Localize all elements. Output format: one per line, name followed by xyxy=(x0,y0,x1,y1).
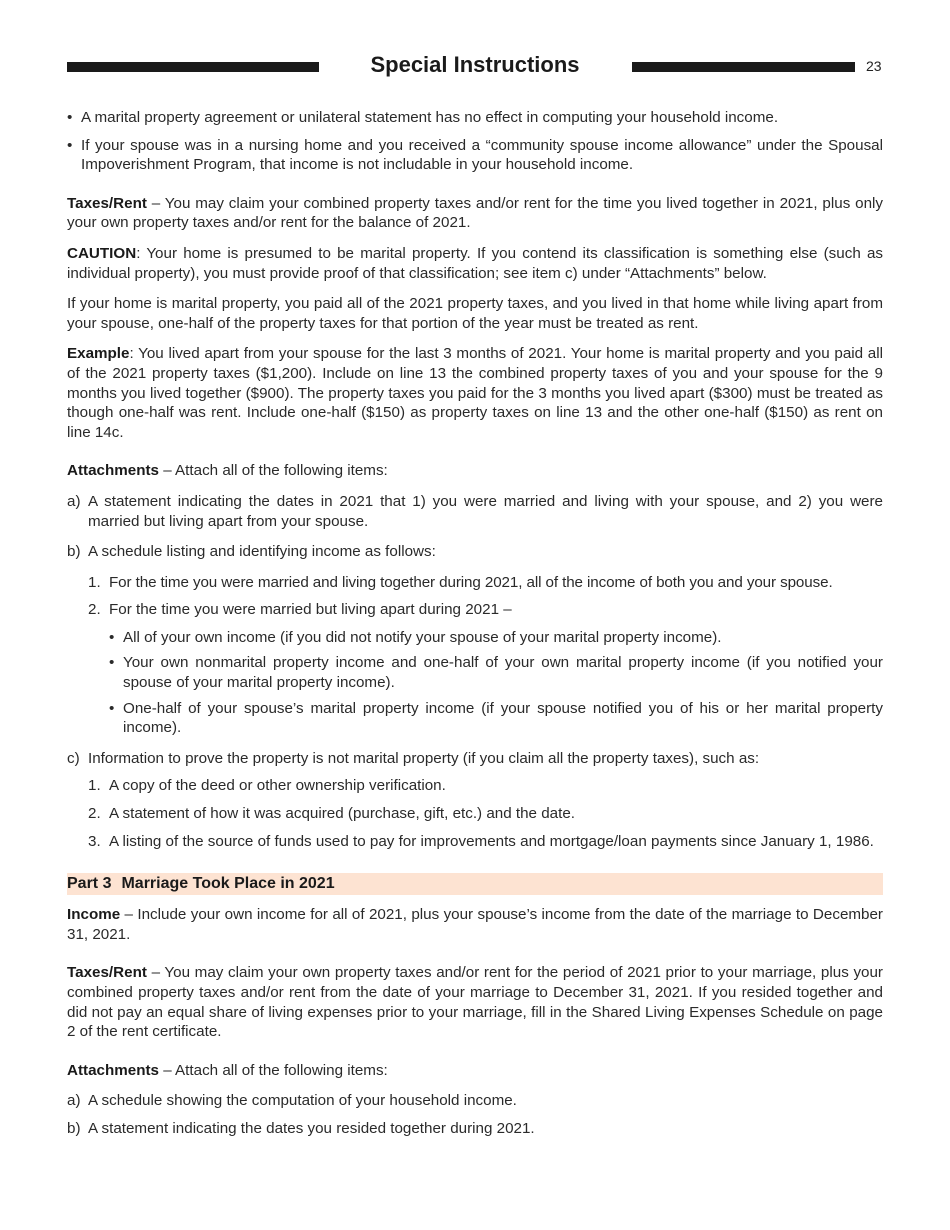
bullet-text: If your spouse was in a nursing home and you received a “community spouse income allowance” under the Spousal Impoverishment Program, that income is not includable in your household income. xyxy=(81,136,883,174)
list-item xyxy=(67,542,883,562)
taxes-rent-label: Taxes/Rent xyxy=(67,964,147,982)
marital-home-paragraph: If your home is marital property, you paid all of the 2021 property taxes, and you lived in that home while living apart from your spouse, one-half of the property taxes for that portion of the year must be treated as rent. xyxy=(67,295,883,332)
item-text: Information to prove the property is not marital property (if you claim all the property taxes), such as: xyxy=(88,749,760,767)
item-text: A listing of the source of funds used to pay for improvements and mortgage/loan payments since January 1, 1986. xyxy=(109,832,874,850)
list-item xyxy=(67,108,883,128)
list-item xyxy=(67,653,883,692)
list-item xyxy=(67,699,883,738)
item-marker: c) xyxy=(67,749,80,767)
list-item xyxy=(67,492,883,531)
bullet-glyph: • xyxy=(109,654,115,672)
income-label: Income xyxy=(67,906,121,924)
item-marker: 2. xyxy=(88,601,101,619)
item-text: A statement indicating the dates you resided together during 2021. xyxy=(88,1119,535,1137)
item-marker: a) xyxy=(67,1092,81,1110)
item-text: A schedule showing the computation of your household income. xyxy=(88,1092,517,1110)
item-text: A statement indicating the dates in 2021 that 1) you were married and living with your spouse, and 2) you were married but living apart from your spouse. xyxy=(88,492,883,530)
page-number: 23 xyxy=(866,58,882,74)
item-marker: b) xyxy=(67,1119,81,1137)
attachments-label: Attachments xyxy=(67,462,159,480)
bullet-glyph: • xyxy=(109,628,115,646)
list-item xyxy=(67,749,883,769)
example-label: Example xyxy=(67,345,130,363)
list-item xyxy=(67,1119,883,1139)
item-text: A statement of how it was acquired (purchase, gift, etc.) and the date. xyxy=(109,805,576,823)
list-item xyxy=(67,804,883,824)
part3-heading xyxy=(67,873,883,895)
attachments-text: – Attach all of the following items: xyxy=(159,1061,388,1079)
item-marker: a) xyxy=(67,492,81,510)
item-marker: 3. xyxy=(88,832,101,850)
bullet-text: One-half of your spouse’s marital property income (if your spouse notified you of his or her marital property income). xyxy=(123,699,883,737)
example-text: : You lived apart from your spouse for the last 3 months of 2021. Your home is marital property and you paid all of the 2021 property taxes ($1,200). Include on line 13 the combined property taxes of you and your spouse for the 9 months you lived together ($900). The property taxes you paid for the 3 months you lived apart ($300) must be treated as though one-half was rent. Include one-half ($150) as property taxes on line 13 and the other one-half ($150) as rent on line 14c. xyxy=(67,345,883,441)
list-item xyxy=(67,1091,883,1111)
part3-label: Part 3 xyxy=(67,875,112,893)
header-rule-right xyxy=(632,62,855,72)
attachments-heading xyxy=(67,1061,883,1081)
header-rule-left xyxy=(67,62,319,72)
income-text: – Include your own income for all of 2021, plus your spouse’s income from the date of the marriage to December 31, 2021. xyxy=(67,906,883,943)
list-item xyxy=(67,832,883,852)
caution-label: CAUTION xyxy=(67,244,137,262)
list-item xyxy=(67,628,883,648)
caution-text: : Your home is presumed to be marital property. If you contend its classification is something else (such as individual property), you must provide proof of that classification; see item c) under “Attachments” below. xyxy=(67,244,883,282)
item-marker: 2. xyxy=(88,805,101,823)
list-item xyxy=(67,776,883,796)
item-marker: 1. xyxy=(88,777,101,795)
taxes-rent-paragraph xyxy=(67,963,883,1041)
caution-paragraph xyxy=(67,244,883,283)
list-item xyxy=(67,600,883,620)
item-marker: 1. xyxy=(88,573,101,591)
bullet-text: Your own nonmarital property income and one-half of your own marital property income (if you notified your spouse of your marital property income). xyxy=(123,654,883,692)
attachments-heading xyxy=(67,461,883,481)
item-text: A copy of the deed or other ownership verification. xyxy=(109,777,446,795)
attachments-text: – Attach all of the following items: xyxy=(159,462,388,480)
item-text: For the time you were married and living together during 2021, all of the income of both you and your spouse. xyxy=(109,573,833,591)
item-marker: b) xyxy=(67,543,81,561)
item-text: For the time you were married but living apart during 2021 – xyxy=(109,601,512,619)
taxes-rent-text: – You may claim your combined property taxes and/or rent for the time you lived together in 2021, plus only your own property taxes and/or rent for the balance of 2021. xyxy=(67,194,883,232)
page-title: Special Instructions xyxy=(370,52,580,77)
bullet-glyph: • xyxy=(67,109,73,126)
part3-title: Marriage Took Place in 2021 xyxy=(121,875,335,893)
taxes-rent-paragraph xyxy=(67,194,883,233)
attachments-label: Attachments xyxy=(67,1061,159,1079)
list-item xyxy=(67,573,883,593)
list-item xyxy=(67,136,883,175)
bullet-text: All of your own income (if you did not notify your spouse of your marital property income). xyxy=(123,628,722,646)
page-content xyxy=(67,108,883,1139)
bullet-glyph: • xyxy=(67,136,73,154)
taxes-rent-label: Taxes/Rent xyxy=(67,194,147,212)
example-paragraph xyxy=(67,344,883,442)
taxes-rent-text: – You may claim your own property taxes and/or rent for the period of 2021 prior to your marriage, plus your combined property taxes and/or rent from the date of your marriage to December 31, 2021. If you resided together and did not pay an equal share of living expenses prior to your marriage, fill in the Shared Living Expenses Schedule on page 2 of the rent certificate. xyxy=(67,964,883,1041)
bullet-text: A marital property agreement or unilateral statement has no effect in computing your household income. xyxy=(81,109,779,126)
bullet-glyph: • xyxy=(109,699,115,717)
income-paragraph xyxy=(67,905,883,944)
page-header xyxy=(0,50,950,80)
item-text: A schedule listing and identifying income as follows: xyxy=(88,543,436,561)
